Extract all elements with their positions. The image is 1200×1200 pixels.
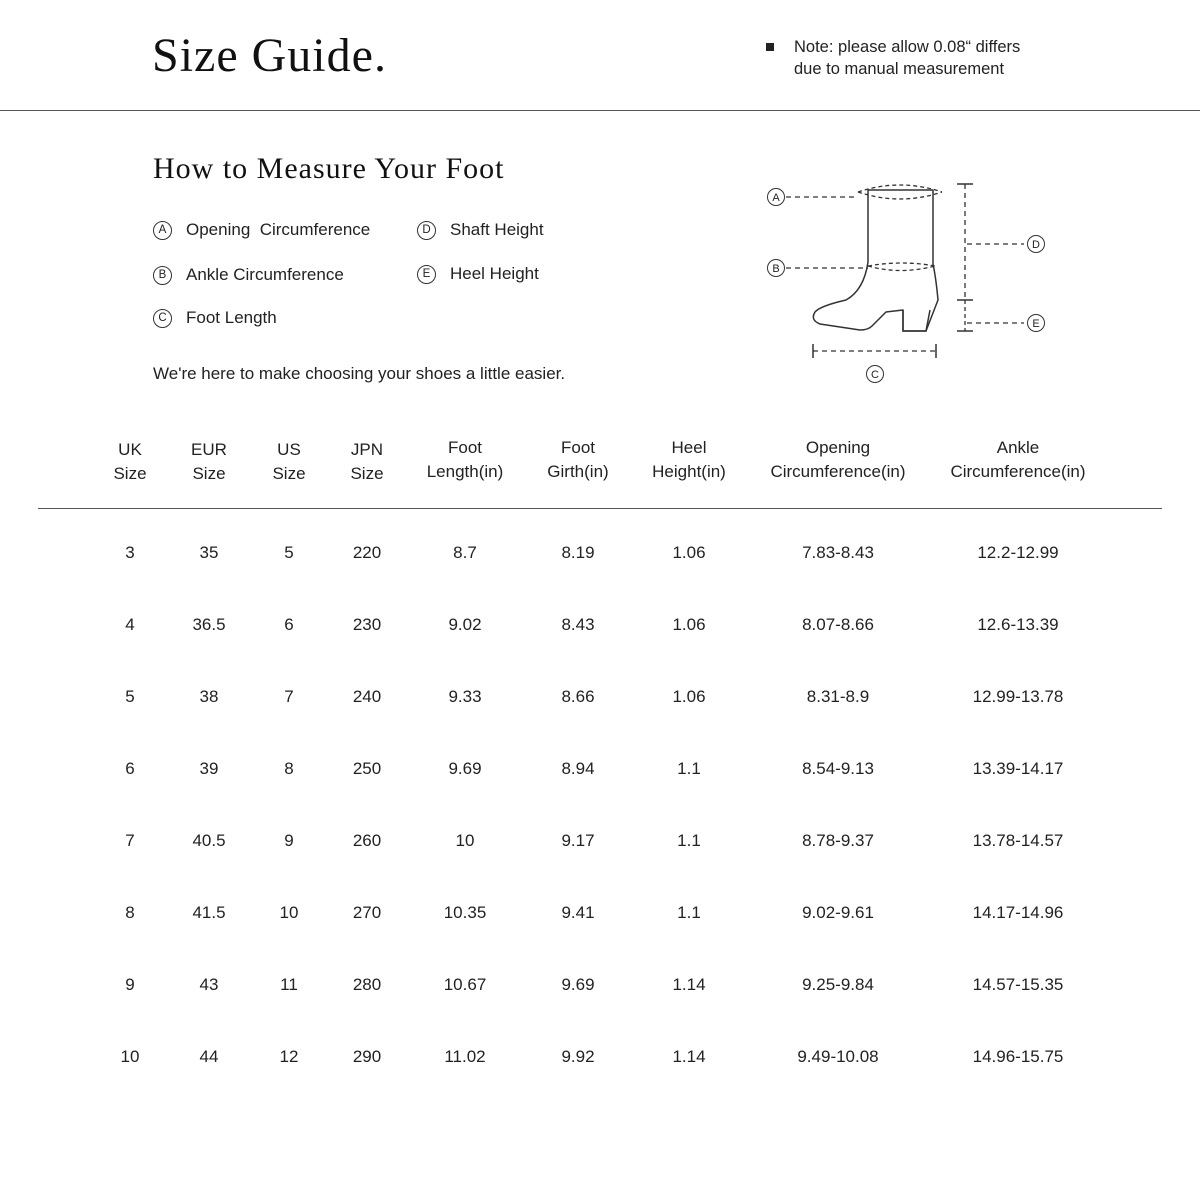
cell-foot-length: 8.7	[453, 543, 477, 562]
square-bullet-icon	[766, 43, 774, 51]
cell-ankle-circumference: 12.6-13.39	[977, 615, 1059, 634]
cell-opening-circumference: 7.83-8.43	[802, 543, 874, 562]
legend-label: Foot Length	[186, 308, 277, 327]
cell-foot-girth: 8.94	[561, 759, 595, 778]
circled-letter-e-icon: E	[417, 265, 436, 284]
column-header-foot-girth: Foot Girth(in)	[547, 438, 609, 481]
cell-uk-size: 9	[125, 975, 135, 994]
cell-uk-size: 6	[125, 759, 135, 778]
cell-foot-length: 10	[455, 831, 475, 850]
legend-item-ankle-circumference	[153, 265, 344, 285]
cell-opening-circumference: 8.07-8.66	[802, 615, 874, 634]
cell-us-size: 9	[284, 831, 294, 850]
cell-us-size: 6	[284, 615, 294, 634]
cell-foot-girth: 9.92	[561, 1047, 595, 1066]
section-title: How to Measure Your Foot	[153, 152, 505, 185]
cell-uk-size: 5	[125, 687, 135, 706]
circled-letter-c-icon: C	[153, 309, 172, 328]
cell-ankle-circumference: 14.96-15.75	[972, 1047, 1064, 1066]
tagline: We're here to make choosing your shoes a little easier.	[153, 364, 566, 383]
cell-opening-circumference: 8.78-9.37	[802, 831, 874, 850]
cell-foot-girth: 8.43	[561, 615, 595, 634]
legend-item-foot-length	[153, 308, 277, 328]
cell-foot-length: 9.33	[448, 687, 482, 706]
diagram-label-d: D	[1032, 239, 1040, 251]
cell-eur-size: 36.5	[192, 615, 226, 634]
diagram-label-c: C	[871, 369, 879, 381]
table-row	[0, 826, 1200, 856]
cell-us-size: 8	[284, 759, 294, 778]
table-row	[0, 754, 1200, 784]
column-header-heel-height: Heel Height(in)	[652, 438, 726, 481]
cell-heel-height: 1.14	[672, 975, 706, 994]
cell-opening-circumference: 9.25-9.84	[802, 975, 874, 994]
cell-uk-size: 8	[125, 903, 135, 922]
table-row	[0, 682, 1200, 712]
diagram-label-b: B	[772, 263, 780, 275]
cell-opening-circumference: 8.31-8.9	[806, 687, 870, 706]
cell-uk-size: 10	[120, 1047, 140, 1066]
cell-jpn-size: 250	[352, 759, 382, 778]
legend-item-heel-height	[417, 264, 539, 284]
cell-heel-height: 1.06	[672, 687, 706, 706]
cell-jpn-size: 260	[352, 831, 382, 850]
cell-eur-size: 41.5	[192, 903, 226, 922]
legend-label: Opening Circumference	[186, 220, 371, 239]
note-line-1: Note: please allow 0.08“ differs	[794, 38, 1021, 56]
cell-eur-size: 43	[199, 975, 219, 994]
cell-jpn-size: 230	[352, 615, 382, 634]
cell-heel-height: 1.1	[677, 759, 701, 778]
cell-eur-size: 44	[199, 1047, 219, 1066]
opening-ellipse-front	[858, 192, 942, 199]
column-header-uk-size: UK Size	[113, 440, 147, 483]
table-row	[0, 970, 1200, 1000]
cell-jpn-size: 270	[352, 903, 382, 922]
cell-eur-size: 38	[199, 687, 219, 706]
cell-uk-size: 3	[125, 543, 135, 562]
ankle-ellipse-front	[868, 266, 935, 271]
header-divider	[0, 110, 1200, 111]
table-row	[0, 898, 1200, 928]
cell-us-size: 7	[284, 687, 294, 706]
cell-foot-length: 9.69	[448, 759, 482, 778]
cell-opening-circumference: 9.49-10.08	[797, 1047, 879, 1066]
cell-ankle-circumference: 12.2-12.99	[977, 543, 1059, 562]
page-title: Size Guide.	[152, 29, 387, 82]
cell-ankle-circumference: 13.78-14.57	[972, 831, 1064, 850]
column-header-eur-size: EUR Size	[191, 440, 227, 483]
diagram-label-a: A	[772, 192, 780, 204]
legend-label: Ankle Circumference	[186, 265, 344, 284]
cell-foot-girth: 9.41	[561, 903, 595, 922]
size-table-header	[0, 438, 1200, 494]
cell-foot-girth: 8.19	[561, 543, 595, 562]
cell-heel-height: 1.1	[677, 831, 701, 850]
cell-eur-size: 40.5	[192, 831, 226, 850]
cell-us-size: 12	[279, 1047, 299, 1066]
table-row	[0, 1042, 1200, 1072]
cell-jpn-size: 290	[352, 1047, 382, 1066]
column-header-jpn-size: JPN Size	[350, 440, 384, 483]
table-row	[0, 538, 1200, 568]
cell-ankle-circumference: 14.57-15.35	[972, 975, 1064, 994]
cell-us-size: 10	[279, 903, 299, 922]
cell-foot-girth: 9.69	[561, 975, 595, 994]
measurement-note	[766, 36, 1020, 80]
cell-foot-girth: 8.66	[561, 687, 595, 706]
cell-us-size: 11	[280, 975, 298, 994]
cell-uk-size: 7	[125, 831, 135, 850]
cell-jpn-size: 280	[352, 975, 382, 994]
cell-eur-size: 35	[199, 543, 219, 562]
cell-opening-circumference: 9.02-9.61	[802, 903, 874, 922]
cell-jpn-size: 240	[352, 687, 382, 706]
cell-foot-length: 10.67	[443, 975, 487, 994]
cell-heel-height: 1.14	[672, 1047, 706, 1066]
boot-outline	[813, 190, 938, 331]
cell-heel-height: 1.06	[672, 615, 706, 634]
cell-foot-length: 10.35	[443, 903, 487, 922]
cell-jpn-size: 220	[352, 543, 382, 562]
cell-ankle-circumference: 14.17-14.96	[972, 903, 1064, 922]
cell-ankle-circumference: 13.39-14.17	[972, 759, 1064, 778]
cell-heel-height: 1.06	[672, 543, 706, 562]
column-header-foot-length: Foot Length(in)	[426, 438, 504, 481]
table-row	[0, 610, 1200, 640]
column-header-opening-circumference: Opening Circumference(in)	[770, 438, 906, 481]
cell-eur-size: 39	[199, 759, 219, 778]
table-header-divider	[38, 508, 1162, 509]
legend-label: Shaft Height	[450, 220, 544, 239]
cell-us-size: 5	[284, 543, 294, 562]
boot-measurement-diagram	[760, 178, 1060, 393]
cell-foot-girth: 9.17	[561, 831, 595, 850]
column-header-ankle-circumference: Ankle Circumference(in)	[950, 438, 1086, 481]
cell-foot-length: 9.02	[448, 615, 482, 634]
cell-ankle-circumference: 12.99-13.78	[972, 687, 1064, 706]
circled-letter-b-icon: B	[153, 266, 172, 285]
ankle-ellipse-back	[868, 263, 935, 266]
diagram-label-e: E	[1032, 318, 1040, 330]
cell-uk-size: 4	[125, 615, 135, 634]
opening-ellipse-back	[858, 185, 942, 192]
boot-heel	[903, 310, 930, 331]
circled-letter-d-icon: D	[417, 221, 436, 240]
cell-opening-circumference: 8.54-9.13	[802, 759, 874, 778]
cell-heel-height: 1.1	[677, 903, 701, 922]
legend-label: Heel Height	[450, 264, 539, 283]
legend-item-shaft-height	[417, 220, 544, 240]
circled-letter-a-icon: A	[153, 221, 172, 240]
note-line-2: due to manual measurement	[794, 60, 1005, 78]
column-header-us-size: US Size	[272, 440, 306, 483]
cell-foot-length: 11.02	[444, 1047, 486, 1066]
legend-item-opening-circumference	[153, 220, 370, 240]
